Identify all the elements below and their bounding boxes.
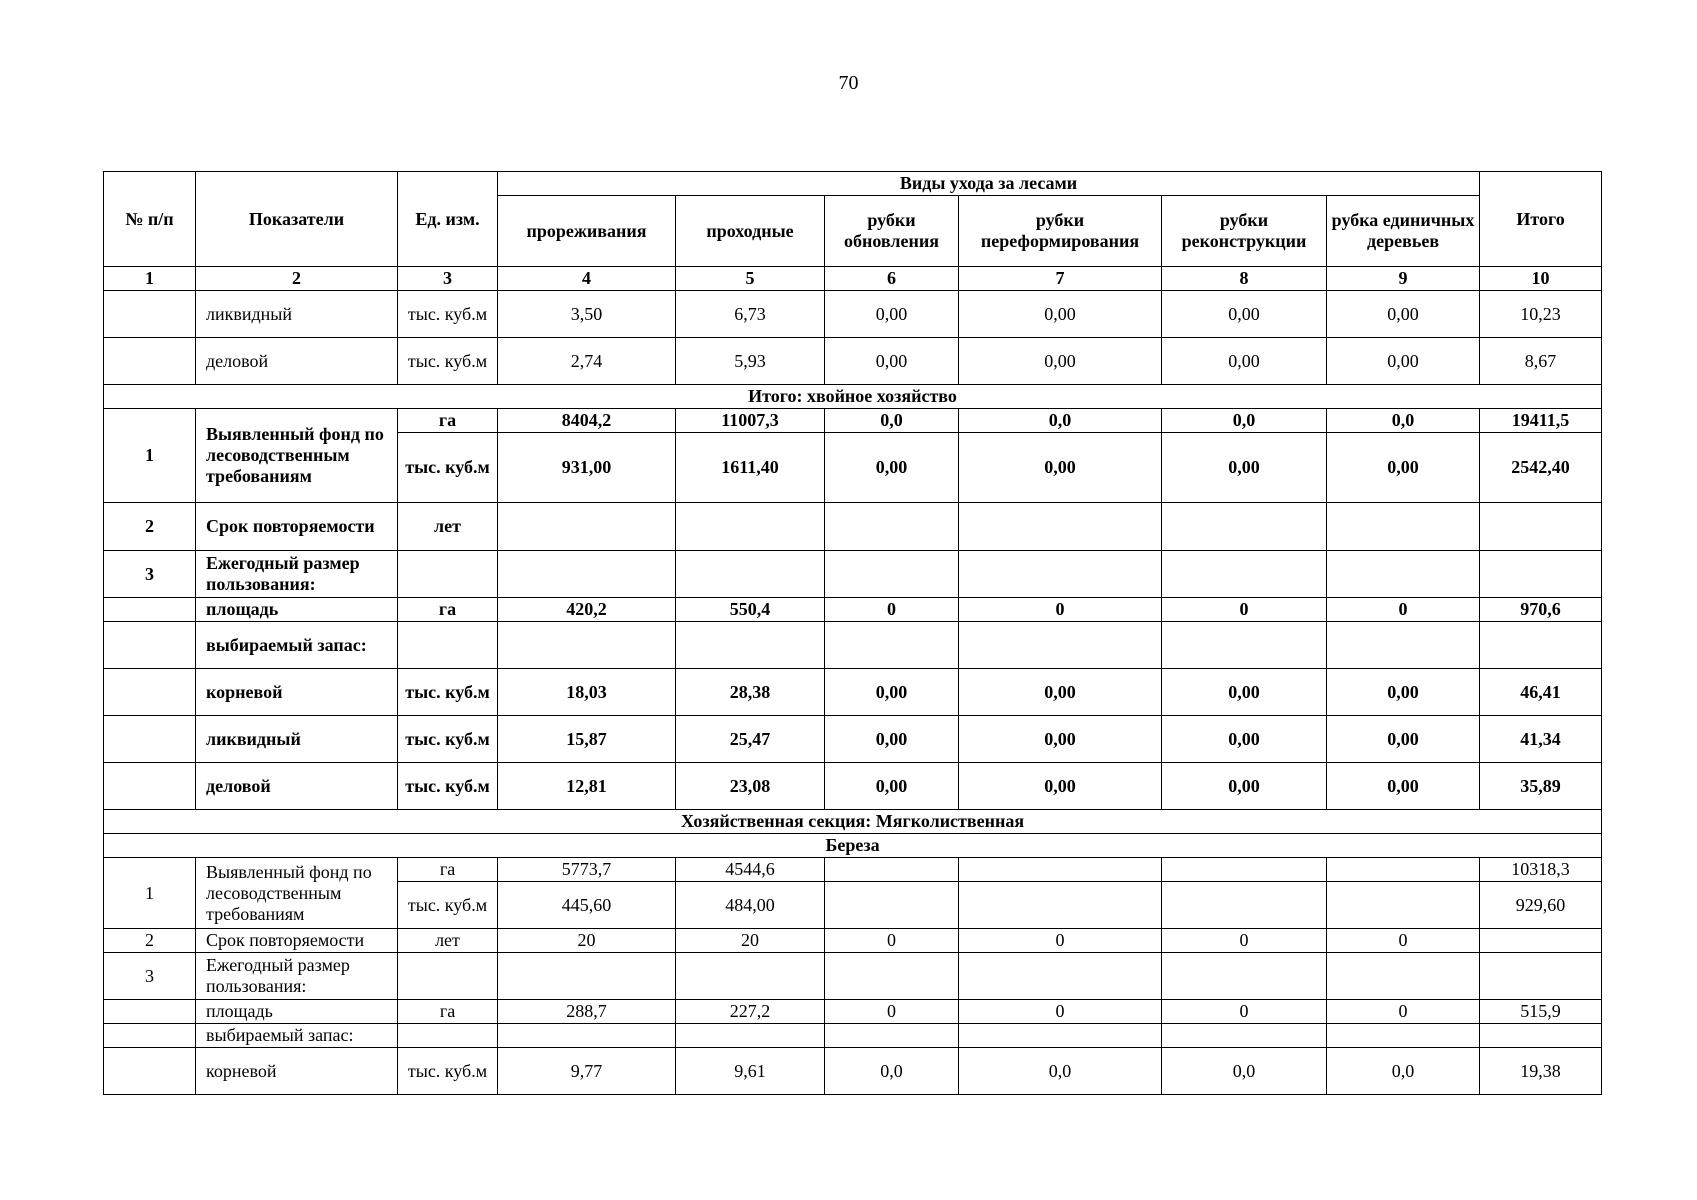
unit-cell: тыс. куб.м: [398, 291, 498, 338]
table-row: [104, 291, 1602, 338]
value-cell: 35,89: [1480, 763, 1602, 810]
unit-cell: га: [398, 598, 498, 622]
row-label: ликвидный: [196, 716, 398, 763]
value-cell: 515,9: [1480, 1000, 1602, 1024]
value-cell: [1327, 882, 1480, 929]
value-cell: 0: [1327, 1000, 1480, 1024]
table-row: [104, 669, 1602, 716]
value-cell: 8,67: [1480, 338, 1602, 385]
value-cell: 6,73: [676, 291, 825, 338]
value-cell: 10,23: [1480, 291, 1602, 338]
value-cell: 0,0: [1162, 1048, 1327, 1095]
value-cell: [1162, 882, 1327, 929]
table-row: [104, 929, 1602, 953]
value-cell: 0,00: [1162, 763, 1327, 810]
header-type: рубка единичных деревьев: [1327, 196, 1480, 267]
unit-cell: тыс. куб.м: [398, 1048, 498, 1095]
value-cell: 10318,3: [1480, 858, 1602, 882]
column-number: 4: [498, 267, 676, 291]
unit-cell: лет: [398, 503, 498, 551]
table-row: [104, 598, 1602, 622]
header-type: рубки реконструкции: [1162, 196, 1327, 267]
table-row: [104, 551, 1602, 598]
header-type: прореживания: [498, 196, 676, 267]
value-cell: 20: [676, 929, 825, 953]
value-cell: 970,6: [1480, 598, 1602, 622]
value-cell: 0: [959, 929, 1162, 953]
unit-cell: тыс. куб.м: [398, 338, 498, 385]
value-cell: 5773,7: [498, 858, 676, 882]
row-label: Срок повторяемости: [196, 503, 398, 551]
row-number: 2: [104, 503, 196, 551]
value-cell: 0: [1162, 598, 1327, 622]
value-cell: 0,00: [1327, 716, 1480, 763]
unit-cell: лет: [398, 929, 498, 953]
value-cell: 0,0: [1162, 409, 1327, 433]
row-label: Выявленный фонд по лесоводственным требованиям: [196, 409, 398, 503]
value-cell: 0,00: [825, 291, 959, 338]
value-cell: 0,0: [959, 1048, 1162, 1095]
value-cell: 0,00: [1162, 716, 1327, 763]
value-cell: 0,00: [825, 669, 959, 716]
row-label: корневой: [196, 1048, 398, 1095]
value-cell: 3,50: [498, 291, 676, 338]
table-row: [104, 1000, 1602, 1024]
row-number: 1: [104, 858, 196, 929]
column-number: 3: [398, 267, 498, 291]
row-label: корневой: [196, 669, 398, 716]
row-number: 2: [104, 929, 196, 953]
table-row: [104, 763, 1602, 810]
value-cell: 550,4: [676, 598, 825, 622]
table-row: [104, 1048, 1602, 1095]
value-cell: 0: [1162, 929, 1327, 953]
value-cell: 0,00: [1162, 338, 1327, 385]
value-cell: [1327, 858, 1480, 882]
row-number: 3: [104, 551, 196, 598]
table-row: [104, 503, 1602, 551]
value-cell: 931,00: [498, 433, 676, 503]
value-cell: 484,00: [676, 882, 825, 929]
row-number: 1: [104, 409, 196, 503]
value-cell: 0,0: [1327, 1048, 1480, 1095]
section-title: Хозяйственная секция: Мягколиственная: [104, 810, 1602, 834]
header-num: № п/п: [104, 172, 196, 267]
value-cell: [959, 882, 1162, 929]
value-cell: 9,77: [498, 1048, 676, 1095]
unit-cell: тыс. куб.м: [398, 433, 498, 503]
row-label: ликвидный: [196, 291, 398, 338]
value-cell: 23,08: [676, 763, 825, 810]
row-label: Ежегодный размер пользования:: [196, 551, 398, 598]
value-cell: 25,47: [676, 716, 825, 763]
value-cell: 9,61: [676, 1048, 825, 1095]
value-cell: 28,38: [676, 669, 825, 716]
value-cell: 19,38: [1480, 1048, 1602, 1095]
section-title-row: [104, 385, 1602, 409]
value-cell: 1611,40: [676, 433, 825, 503]
value-cell: 0,00: [825, 433, 959, 503]
value-cell: 0,00: [1162, 433, 1327, 503]
value-cell: [825, 882, 959, 929]
section-title: Итого: хвойное хозяйство: [104, 385, 1602, 409]
section-title-row: [104, 810, 1602, 834]
value-cell: 0,00: [959, 716, 1162, 763]
value-cell: 0,0: [825, 1048, 959, 1095]
value-cell: 288,7: [498, 1000, 676, 1024]
column-numbers-row: [104, 267, 1602, 291]
page-number: 70: [838, 72, 859, 94]
section-subtitle: Береза: [104, 834, 1602, 858]
row-label: Срок повторяемости: [196, 929, 398, 953]
header-type: проходные: [676, 196, 825, 267]
table-row: [104, 716, 1602, 763]
header-total: Итого: [1480, 172, 1602, 267]
value-cell: 4544,6: [676, 858, 825, 882]
value-cell: 0,00: [825, 763, 959, 810]
header-indicator: Показатели: [196, 172, 398, 267]
value-cell: 227,2: [676, 1000, 825, 1024]
row-label: выбираемый запас:: [196, 1024, 398, 1048]
header-type: рубки переформирования: [959, 196, 1162, 267]
value-cell: 0,00: [1327, 763, 1480, 810]
row-label: выбираемый запас:: [196, 622, 398, 669]
value-cell: 445,60: [498, 882, 676, 929]
row-label: площадь: [196, 1000, 398, 1024]
value-cell: 0: [825, 929, 959, 953]
value-cell: 0,0: [1327, 409, 1480, 433]
value-cell: 0,00: [959, 291, 1162, 338]
header-group-title: Виды ухода за лесами: [498, 172, 1480, 196]
value-cell: 0: [1162, 1000, 1327, 1024]
value-cell: 0: [959, 598, 1162, 622]
table-row: [104, 953, 1602, 1000]
column-number: 7: [959, 267, 1162, 291]
column-number: 9: [1327, 267, 1480, 291]
value-cell: 0: [959, 1000, 1162, 1024]
value-cell: 0,00: [1327, 669, 1480, 716]
table-row: [104, 409, 1602, 433]
value-cell: 46,41: [1480, 669, 1602, 716]
value-cell: 0,00: [959, 763, 1162, 810]
table-row: [104, 338, 1602, 385]
column-number: 10: [1480, 267, 1602, 291]
unit-cell: тыс. куб.м: [398, 716, 498, 763]
value-cell: 0,00: [959, 433, 1162, 503]
value-cell: 5,93: [676, 338, 825, 385]
row-label: Выявленный фонд по лесоводственным требованиям: [196, 858, 398, 929]
value-cell: 0,00: [959, 669, 1162, 716]
section-subtitle-row: [104, 834, 1602, 858]
value-cell: 20: [498, 929, 676, 953]
table-row: [104, 858, 1602, 882]
unit-cell: га: [398, 409, 498, 433]
value-cell: 0,0: [959, 409, 1162, 433]
value-cell: 12,81: [498, 763, 676, 810]
value-cell: 0,00: [959, 338, 1162, 385]
value-cell: 2,74: [498, 338, 676, 385]
value-cell: [825, 858, 959, 882]
value-cell: 0,00: [825, 338, 959, 385]
value-cell: 11007,3: [676, 409, 825, 433]
value-cell: 19411,5: [1480, 409, 1602, 433]
value-cell: 0: [1327, 598, 1480, 622]
header-unit: Ед. изм.: [398, 172, 498, 267]
value-cell: 0: [1327, 929, 1480, 953]
value-cell: 0,00: [1327, 291, 1480, 338]
column-number: 2: [196, 267, 398, 291]
value-cell: 0,00: [1327, 338, 1480, 385]
value-cell: 0,00: [1162, 291, 1327, 338]
column-number: 1: [104, 267, 196, 291]
value-cell: 18,03: [498, 669, 676, 716]
forest-care-table: [103, 171, 1602, 1095]
unit-cell: га: [398, 1000, 498, 1024]
value-cell: [1480, 929, 1602, 953]
value-cell: 929,60: [1480, 882, 1602, 929]
value-cell: 0,00: [1162, 669, 1327, 716]
unit-cell: тыс. куб.м: [398, 669, 498, 716]
header-type: рубки обновления: [825, 196, 959, 267]
value-cell: 15,87: [498, 716, 676, 763]
column-number: 8: [1162, 267, 1327, 291]
row-label: деловой: [196, 338, 398, 385]
unit-cell: тыс. куб.м: [398, 882, 498, 929]
value-cell: 8404,2: [498, 409, 676, 433]
row-label: Ежегодный размер пользования:: [196, 953, 398, 1000]
value-cell: 0,00: [1327, 433, 1480, 503]
value-cell: 0: [825, 598, 959, 622]
value-cell: 420,2: [498, 598, 676, 622]
unit-cell: га: [398, 858, 498, 882]
unit-cell: тыс. куб.м: [398, 763, 498, 810]
value-cell: 0,00: [825, 716, 959, 763]
row-number: 3: [104, 953, 196, 1000]
value-cell: [959, 858, 1162, 882]
value-cell: 0,0: [825, 409, 959, 433]
row-label: площадь: [196, 598, 398, 622]
value-cell: 2542,40: [1480, 433, 1602, 503]
column-number: 6: [825, 267, 959, 291]
value-cell: 0: [825, 1000, 959, 1024]
row-label: деловой: [196, 763, 398, 810]
value-cell: [1162, 858, 1327, 882]
table-row: [104, 622, 1602, 669]
table-row: [104, 1024, 1602, 1048]
column-number: 5: [676, 267, 825, 291]
value-cell: 41,34: [1480, 716, 1602, 763]
